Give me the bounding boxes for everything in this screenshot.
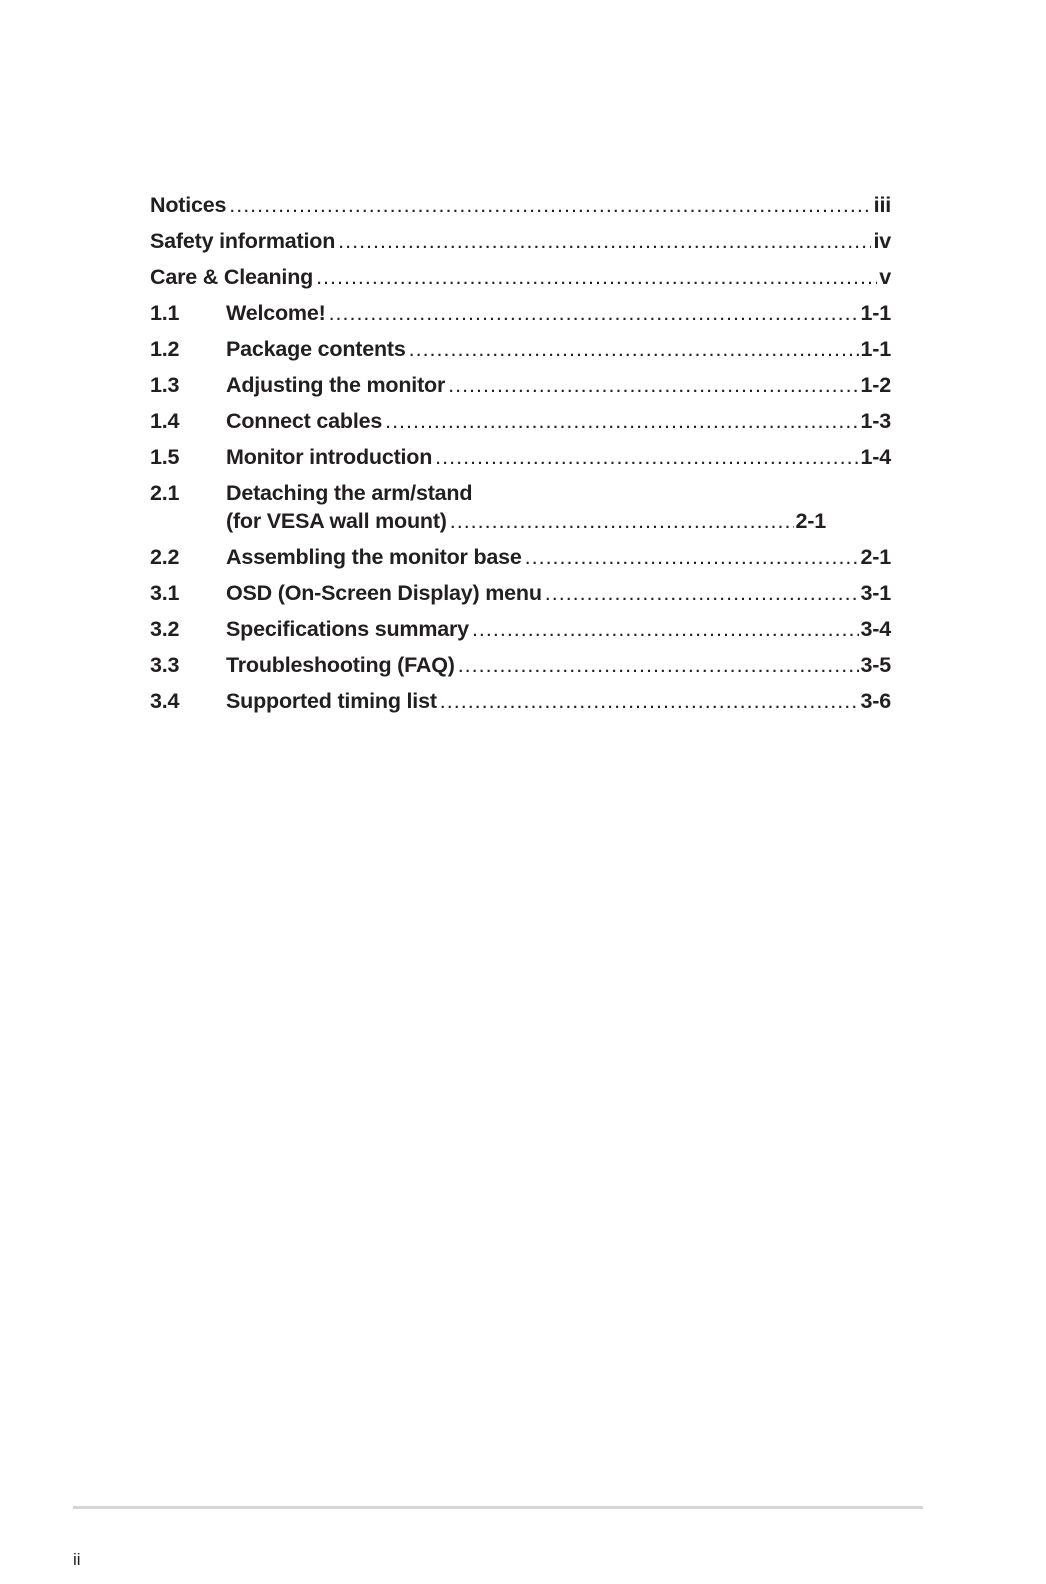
- toc-entry-number: 2.2: [150, 545, 180, 569]
- toc-entry-title: Assembling the monitor base: [226, 545, 522, 569]
- dot-leader: [545, 575, 859, 611]
- toc-entry-number: 2.1: [150, 481, 180, 505]
- toc-entry-title: Connect cables: [226, 409, 383, 433]
- toc-entry-title: Package contents: [226, 337, 406, 361]
- toc-entry-page: 3-4: [860, 617, 891, 641]
- toc-entry-number: 1.1: [150, 301, 180, 325]
- toc-entry-page: 1-4: [860, 445, 891, 469]
- toc-entry-number: 1.4: [150, 409, 180, 433]
- toc-entry-number: 1.5: [150, 445, 180, 469]
- toc-entry-title: Adjusting the monitor: [226, 373, 446, 397]
- toc-entry-number: 1.2: [150, 337, 180, 361]
- dot-leader: [525, 539, 859, 575]
- footer-divider: [73, 1506, 923, 1509]
- toc-entry-title: OSD (On-Screen Display) menu: [226, 581, 542, 605]
- toc-entry-title: Welcome!: [226, 301, 326, 325]
- toc-entry-page: iv: [873, 229, 891, 253]
- toc-entry-supported-timing-list[interactable]: [150, 683, 891, 719]
- toc-entry-notices[interactable]: [150, 187, 891, 223]
- toc-entry-number: 3.2: [150, 617, 180, 641]
- toc-entry-assembling-monitor-base[interactable]: [150, 539, 891, 575]
- toc-entry-title: Care & Cleaning: [150, 265, 314, 289]
- toc-entry-page: 3-6: [860, 689, 891, 713]
- toc-entry-page: 3-1: [860, 581, 891, 605]
- dot-leader: [338, 223, 871, 259]
- dot-leader: [450, 507, 794, 535]
- toc-entry-page: 1-1: [860, 301, 891, 325]
- toc-entry-page: v: [879, 265, 891, 289]
- toc-entry-line-1: [150, 479, 891, 507]
- toc-entry-connect-cables[interactable]: [150, 403, 891, 439]
- toc-entry-title: Supported timing list: [226, 689, 437, 713]
- toc-entry-title: Safety information: [150, 229, 336, 253]
- toc-entry-adjusting-the-monitor[interactable]: [150, 367, 891, 403]
- toc-entry-page: 2-1: [795, 509, 826, 533]
- dot-leader: [435, 439, 858, 475]
- dot-leader: [472, 611, 859, 647]
- toc-entry-care-cleaning[interactable]: [150, 259, 891, 295]
- dot-leader: [440, 683, 859, 719]
- toc-entry-page: 1-1: [860, 337, 891, 361]
- toc-entry-page: 1-2: [860, 373, 891, 397]
- dot-leader: [229, 187, 871, 223]
- toc-entry-detaching-arm-stand[interactable]: [150, 475, 891, 539]
- toc-entry-page: 3-5: [860, 653, 891, 677]
- toc-entry-number: 1.3: [150, 373, 180, 397]
- toc-entry-title-line-2: (for VESA wall mount): [226, 509, 447, 533]
- toc-entry-title: Monitor introduction: [226, 445, 433, 469]
- toc-entry-troubleshooting[interactable]: [150, 647, 891, 683]
- toc-entry-safety-information[interactable]: [150, 223, 891, 259]
- toc-entry-number: 3.1: [150, 581, 180, 605]
- toc-entry-title: Detaching the arm/stand: [226, 481, 473, 505]
- dot-leader: [316, 259, 877, 295]
- toc-entry-line-2: [150, 507, 826, 535]
- toc-entry-page: 2-1: [860, 545, 891, 569]
- toc-entry-title: Notices: [150, 193, 227, 217]
- toc-entry-welcome[interactable]: [150, 295, 891, 331]
- table-of-contents: [150, 187, 891, 719]
- toc-entry-page: iii: [873, 193, 891, 217]
- dot-leader: [458, 647, 859, 683]
- page-number: ii: [73, 1550, 81, 1569]
- dot-leader: [385, 403, 858, 439]
- toc-entry-number: 3.3: [150, 653, 180, 677]
- toc-entry-osd-menu[interactable]: [150, 575, 891, 611]
- toc-entry-title: Troubleshooting (FAQ): [226, 653, 455, 677]
- toc-entry-package-contents[interactable]: [150, 331, 891, 367]
- toc-entry-monitor-introduction[interactable]: [150, 439, 891, 475]
- toc-entry-title: Specifications summary: [226, 617, 469, 641]
- toc-entry-specifications-summary[interactable]: [150, 611, 891, 647]
- dot-leader: [448, 367, 858, 403]
- dot-leader: [409, 331, 859, 367]
- dot-leader: [329, 295, 859, 331]
- toc-entry-page: 1-3: [860, 409, 891, 433]
- toc-entry-number: 3.4: [150, 689, 180, 713]
